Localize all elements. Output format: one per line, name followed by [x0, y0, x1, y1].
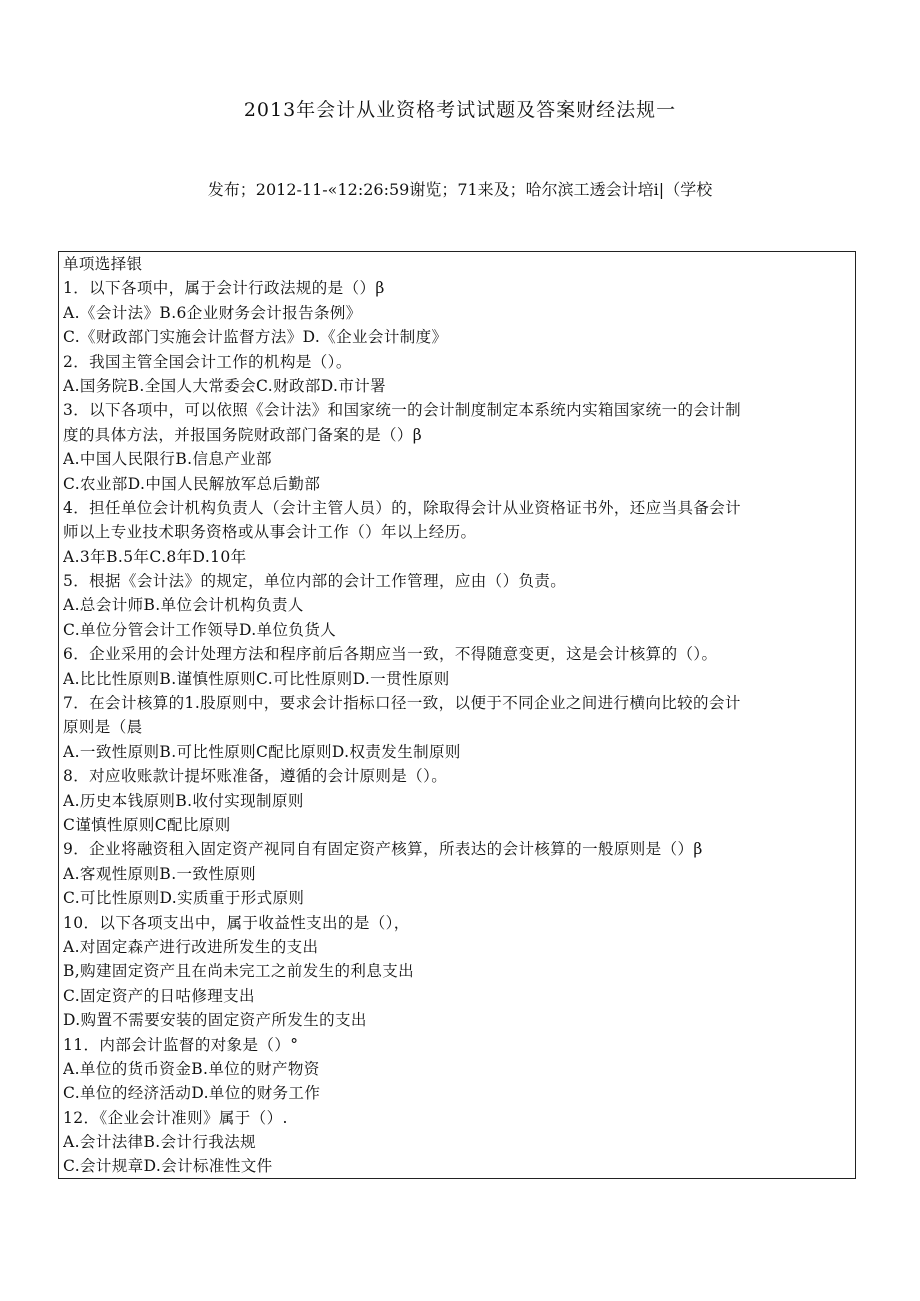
question-text: 9．企业将融资租入固定资产视同自有固定资产核算，所表达的会计核算的一般原则是（）β — [63, 840, 703, 859]
question-text: 1．以下各项中，属于会计行政法规的是（）β — [63, 279, 385, 298]
answer-options: C.《财政部门实施会计监督方法》D.《企业会计制度》 — [63, 328, 448, 347]
answer-options: A.总会计师B.单位会计机构负责人 — [63, 596, 304, 615]
answer-options: A.3年B.5年C.8年D.10年 — [63, 547, 247, 566]
answer-options: C.固定资产的日咕修理支出 — [63, 986, 255, 1005]
question-box — [58, 251, 856, 1179]
answer-options: B,购建固定资产且在尚未完工之前发生的利息支出 — [63, 962, 415, 981]
question-text: 7．在会计核算的1.股原则中，要求会计指标口径一致，以便于不同企业之间进行横向比较的会计 — [63, 694, 741, 713]
answer-options: C谨慎性原则C配比原则 — [63, 815, 231, 834]
question-text: 12．《企业会计准则》属于（）. — [63, 1108, 288, 1127]
answer-options: A.历史本钱原则B.收付实现制原则 — [63, 791, 304, 810]
answer-options: C.可比性原则D.实质重于形式原则 — [63, 889, 305, 908]
answer-options: A.会计法律B.会计行我法规 — [63, 1133, 257, 1152]
answer-options: A.国务院B.全国人大常委会C.财政部D.市计署 — [63, 376, 387, 395]
answer-options: C.农业部D.中国人民解放军总后勤部 — [63, 474, 321, 493]
answer-options: C.单位分管会计工作领导D.单位负货人 — [63, 620, 337, 639]
answer-options: C.单位的经济活动D.单位的财务工作 — [63, 1084, 321, 1103]
question-text: 10．以下各项支出中，属于收益性支出的是（）， — [63, 913, 410, 932]
question-text: 4．担任单位会计机构负责人（会计主管人员）的，除取得会计从业资格证书外，还应当具备会计 — [63, 498, 742, 517]
question-text: 度的具体方法，并报国务院财政部门备案的是（）β — [63, 425, 423, 444]
question-text: 6．企业采用的会计处理方法和程序前后各期应当一致，不得随意变更，这是会计核算的（）。 — [63, 645, 718, 664]
answer-options: A.一致性原则B.可比性原则C配比原则D.权责发生制原则 — [63, 742, 461, 761]
question-text: 3．以下各项中，可以依照《会计法》和国家统一的会计制度制定本系统内实箱国家统一的会计制 — [63, 401, 742, 420]
answer-options: A.《会计法》B.6企业财务会计报告条例》 — [63, 303, 362, 322]
question-text: 11．内部会计监督的对象是（）° — [63, 1035, 299, 1054]
answer-options: A.单位的货币资金B.单位的财产物资 — [63, 1059, 320, 1078]
answer-options: A.客观性原则B.一致性原则 — [63, 864, 257, 883]
publish-info: 发布；2012-11-«12:26:59谢览；71来及；哈尔滨工透会计培i|（学校 — [207, 180, 713, 199]
answer-options: A.中国人民限行B.信息产业部 — [63, 450, 272, 469]
question-text: 原则是（晨 — [63, 718, 143, 737]
answer-options: A.对固定森产进行改进所发生的支出 — [63, 937, 319, 956]
question-text: 2．我国主管全国会计工作的机构是（）。 — [63, 352, 352, 371]
answer-options: A.比比性原则B.谨慎性原则C.可比性原则D.一贯性原则 — [63, 669, 450, 688]
answer-options: C.会计规章D.会计标准性文件 — [63, 1157, 273, 1176]
question-text: 5．根据《会计法》的规定，单位内部的会计工作管理，应由（）负责。 — [63, 572, 567, 591]
document-title: 2013年会计从业资格考试试题及答案财经法规一 — [243, 99, 677, 121]
section-heading: 单项选择银 — [63, 255, 143, 273]
question-text: 8．对应收账款计提坏账准备，遵循的会计原则是（）。 — [63, 767, 448, 786]
question-text: 师以上专业技术职务资格或从事会计工作（）年以上经历。 — [63, 523, 477, 542]
answer-options: D.购置不需要安装的固定资产所发生的支出 — [63, 1011, 367, 1030]
